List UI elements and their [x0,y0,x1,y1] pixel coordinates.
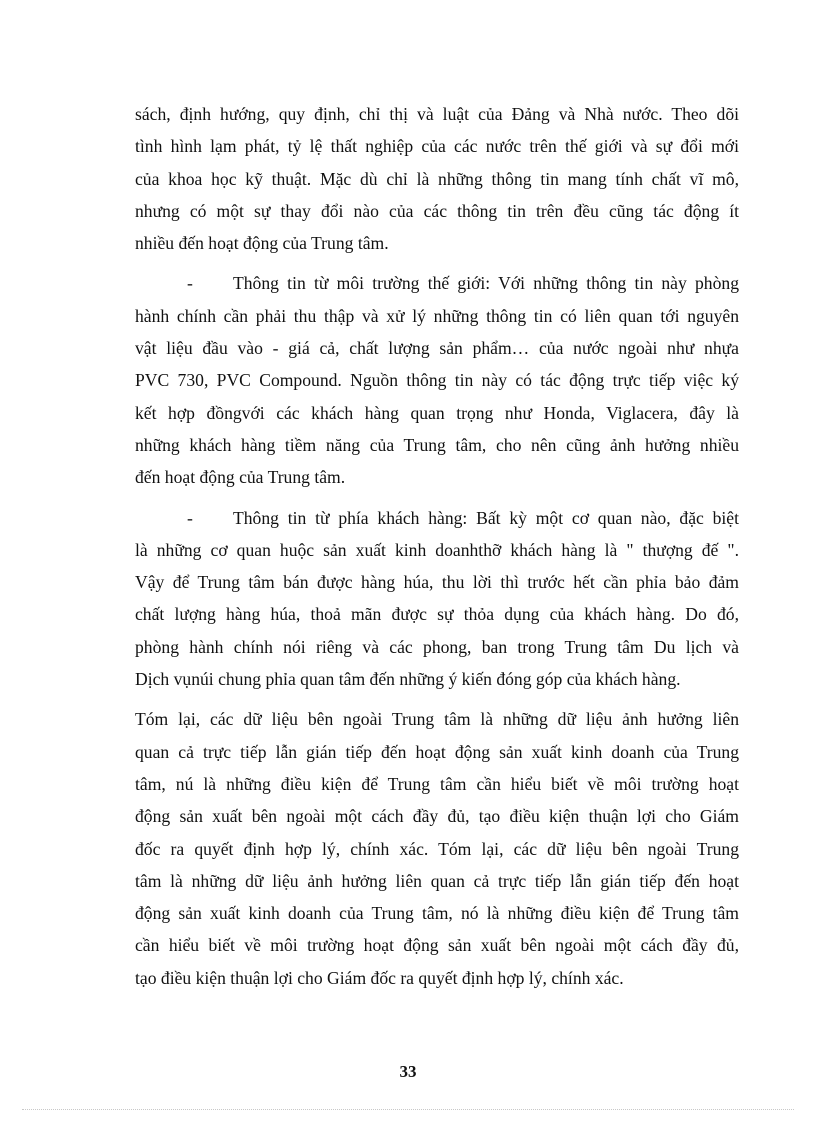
paragraph-policy-monitoring [135,98,739,259]
text-line: động sản xuất kinh doanh của Trung tâm, nó là những điều kiện để Trung tâm [135,903,739,924]
text-line: tâm, nú là những điều kiện để Trung tâm cần hiểu biết về môi trường hoạt [135,773,739,794]
text-line: động sản xuất bên ngoài một cách đầy đủ, tạo điều kiện thuận lợi cho Giám [135,806,739,827]
text-line: cần hiểu biết về môi trường hoạt động sản xuất bên ngoài một cách đầy đủ, [135,935,739,956]
text-line: quan cả trực tiếp lẫn gián tiếp đến hoạt động sản xuất kinh doanh của Trung [135,741,739,762]
text-line: đốc ra quyết định hợp lý, chính xác. Tóm lại, các dữ liệu bên ngoài Trung [135,838,739,859]
footer-divider [22,1109,794,1110]
text-line: phòng hành chính nói riêng và các phong, ban trong Trung tâm Du lịch và [135,636,739,657]
text-line: của khoa học kỹ thuật. Mặc dù chỉ là những thông tin mang tính chất vĩ mô, [135,168,739,189]
text-line: sách, định hướng, quy định, chỉ thị và luật của Đảng và Nhà nước. Theo dõi [135,104,739,124]
text-line: chất lượng hàng húa, thoả mãn được sự thỏa dụng của khách hàng. Do đó, [135,604,739,625]
bullet-dash: - [187,273,193,294]
text-line: đến hoạt động của Trung tâm. [135,467,346,488]
text-line: Tóm lại, các dữ liệu bên ngoài Trung tâm là những dữ liệu ảnh hưởng liên [135,709,739,730]
text-line: vật liệu đầu vào - giá cả, chất lượng sản phẩm… của nước ngoài như nhựa [135,338,739,359]
text-line: nhiều đến hoạt động của Trung tâm. [135,233,389,254]
text-line: là những cơ quan huộc sản xuất kinh doanhthỡ khách hàng là " thượng đế ". [135,539,739,560]
text-line: nhưng có một sự thay đổi nào của các thông tin trên đều cũng tác động ít [135,200,739,221]
page-number: 33 [399,1062,417,1081]
text-line-content: Thông tin từ phía khách hàng: Bất kỳ một cơ quan nào, đặc biệt [233,507,739,528]
text-line: Vậy để Trung tâm bán được hàng húa, thu lời thì trước hết cần phỉa bảo đảm [135,572,739,593]
text-line [135,502,739,534]
bullet-dash: - [187,507,193,528]
text-line: kết hợp đồngvới các khách hàng quan trọng như Honda, Viglacera, đây là [135,402,739,423]
text-line: những khách hàng tiềm năng của Trung tâm, cho nên cũng ảnh hưởng nhiều [135,434,739,455]
text-line: hành chính cần phải thu thập và xử lý những thông tin có liên quan tới nguyên [135,305,739,326]
text-line: tình hình lạm phát, tỷ lệ thất nghiệp của các nước trên thế giới và sự đổi mới [135,136,739,157]
text-line: tạo điều kiện thuận lợi cho Giám đốc ra quyết định hợp lý, chính xác. [135,967,624,988]
text-line: Dịch vụnúi chung phỉa quan tâm đến những ý kiến đóng góp của khách hàng. [135,669,681,690]
text-line: tâm là những dữ liệu ảnh hưởng liên quan cả trực tiếp lẫn gián tiếp đến hoạt [135,870,739,891]
text-line-content: Thông tin từ môi trường thế giới: Với những thông tin này phòng [233,273,739,294]
body-text [135,98,739,994]
paragraph-customer-information [135,502,739,696]
text-line [135,267,739,299]
text-line: PVC 730, PVC Compound. Nguồn thông tin này có tác động trực tiếp việc ký [135,370,739,391]
paragraph-world-environment [135,267,739,493]
paragraph-summary [135,703,739,994]
